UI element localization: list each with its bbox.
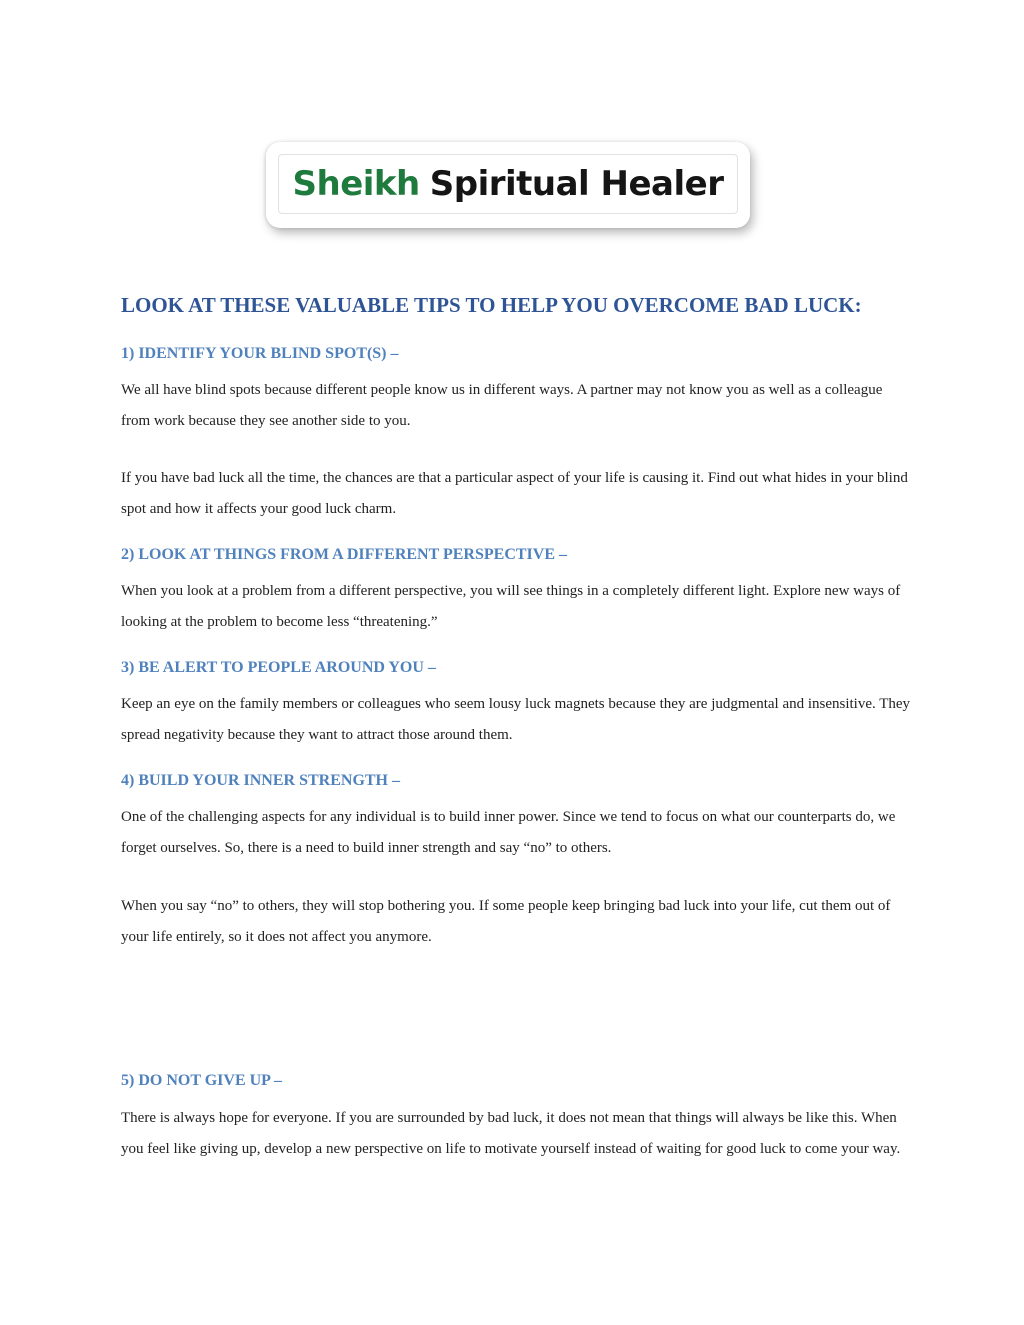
section-4-paragraph-2: When you say “no” to others, they will stop bothering you. If some people keep bringing bad luck into your life, cut them out of your life entirely, so it does not affect you anymore. [121,898,891,945]
page-title: LOOK AT THESE VALUABLE TIPS TO HELP YOU OVERCOME BAD LUCK: [121,293,862,317]
section-1-paragraph-2: If you have bad luck all the time, the chances are that a particular aspect of your life is causing it. Find out what hides in your blind spot and how it affects your good luck charm. [121,470,908,517]
section-heading-2: 2) LOOK AT THINGS FROM A DIFFERENT PERSPECTIVE – [121,546,568,563]
section-heading-5: 5) DO NOT GIVE UP – [121,1072,283,1089]
logo [278,154,738,214]
section-5-paragraph-1: There is always hope for everyone. If you are surrounded by bad luck, it does not mean that things will always be like this. When you feel like giving up, develop a new perspective on life to motivate yourself instead of waiting for good luck to come your way. [121,1110,901,1157]
logo-card [266,142,750,228]
section-2-paragraph-1: When you look at a problem from a different perspective, you will see things in a completely different light. Explore new ways of looking at the problem to become less “threatening.” [121,583,901,630]
section-heading-3: 3) BE ALERT TO PEOPLE AROUND YOU – [121,659,436,676]
section-heading-1: 1) IDENTIFY YOUR BLIND SPOT(S) – [121,345,399,362]
logo-word-spiritual-healer: Spiritual Healer [429,164,724,204]
section-heading-4: 4) BUILD YOUR INNER STRENGTH – [121,772,400,789]
logo-word-sheikh: Sheikh [292,164,420,204]
section-1-paragraph-1: We all have blind spots because different people know us in different ways. A partner may not know you as well as a colleague from work because they see another side to you. [121,382,883,429]
section-4-paragraph-1: One of the challenging aspects for any individual is to build inner power. Since we tend to focus on what our counterparts do, we forget ourselves. So, there is a need to build inner strength and say “no” to others. [121,809,896,856]
section-3-paragraph-1: Keep an eye on the family members or colleagues who seem lousy luck magnets because they are judgmental and insensitive. They spread negativity because they want to attract those around them. [121,696,911,743]
